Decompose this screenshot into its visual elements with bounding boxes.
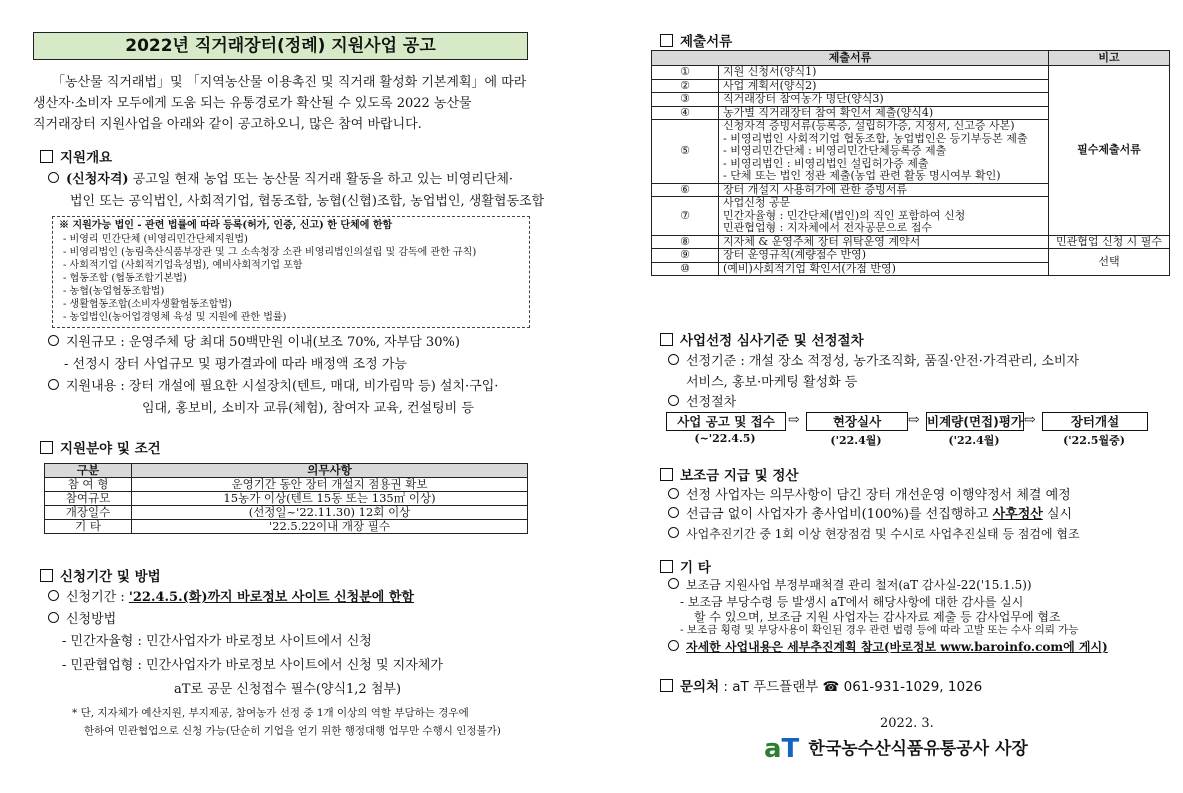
flow-arrow-icon: ⇨ <box>908 412 920 428</box>
note-item: - 생활협동조합(소비자생활협동조합법) <box>63 299 232 310</box>
settlement-emphasis: 사후정산 <box>992 507 1043 522</box>
section-selection-heading: 사업선정 심사기준 및 선정절차 <box>660 329 864 349</box>
bullet-circle-icon <box>668 507 679 518</box>
signature-block <box>764 734 1028 764</box>
doc-line: 민간자율형 : 민간단체(법인)의 직인 포함하여 신청 <box>723 208 966 222</box>
bullet-circle-icon <box>48 612 59 623</box>
bullet-circle-icon <box>668 527 679 538</box>
doc-line: - 단체 또는 법인 정관 제출(농업 관련 활동 명시여부 확인) <box>723 169 1001 182</box>
table-row <box>45 492 528 506</box>
table-row <box>45 520 528 534</box>
applicant-line-1: (신청자격) 공고일 현재 농업 또는 농산물 직거래 활동을 하고 있는 비영리단체· <box>48 170 513 190</box>
content-line-2: 임대, 홍보비, 소비자 교류(체험), 참여자 교육, 컨설팅비 등 <box>142 401 474 416</box>
flow-date-1: (~'22.4.5) <box>694 432 756 445</box>
checkbox-icon <box>40 569 53 582</box>
section-apply-heading: 신청기간 및 방법 <box>40 565 161 585</box>
table-cell: 기 타 <box>45 520 132 534</box>
table-cell: ⑩ <box>652 262 719 276</box>
eligible-corps-note-box <box>52 216 530 328</box>
flow-arrow-icon: ⇨ <box>788 412 800 428</box>
subsidy-line-3: 사업추진기간 중 1회 이상 현장점검 및 수시로 사업추진실태 등 점검에 협조 <box>668 525 1080 543</box>
table-header-cell: 비고 <box>1049 51 1170 66</box>
table-header-cell: 의무사항 <box>132 464 528 478</box>
table-cell <box>719 120 1049 184</box>
apply-footnote-2: 한하여 민관협업으로 신청 가능(단순히 기업을 얻기 위한 행정대행 업무만 수행시 인정불가) <box>84 725 501 737</box>
table-cell: 농가별 직거래장터 참여 확인서 제출(양식4) <box>719 106 1049 120</box>
note-item: - 협동조합 (협동조합기본법) <box>63 273 187 284</box>
apply-method-line: 신청방법 <box>48 610 116 630</box>
table-header-cell: 구분 <box>45 464 132 478</box>
checkbox-icon <box>660 333 673 346</box>
bullet-circle-icon <box>48 379 59 390</box>
section-conditions-heading: 지원분야 및 조건 <box>40 437 161 457</box>
table-cell: ⑨ <box>652 249 719 263</box>
section-subsidy-heading: 보조금 지급 및 정산 <box>660 464 798 484</box>
table-cell: ⑥ <box>652 183 719 197</box>
table-cell: ③ <box>652 93 719 107</box>
table-cell: 참 여 형 <box>45 478 132 492</box>
section-other-heading: 기 타 <box>660 556 711 576</box>
issue-date: 2022. 3. <box>880 716 934 731</box>
other-line-1: 보조금 지원사업 부정부패척결 관리 철저(aT 감사실-22('15.1.5)) <box>668 576 1032 594</box>
note-optional-cell: 선택 <box>1049 249 1170 276</box>
bullet-circle-icon <box>668 488 679 499</box>
table-cell: ① <box>652 66 719 80</box>
section-docs-heading: 제출서류 <box>660 30 732 50</box>
table-cell: ② <box>652 79 719 93</box>
page-title: 2022년 직거래장터(정례) 지원사업 공고 <box>33 32 528 60</box>
apply-gov-line-1: - 민관협업형 : 민간사업자가 바로정보 사이트에서 신청 및 지자체가 <box>62 658 443 673</box>
intro-line-1: 「농산물 직거래법」및 「지역농산물 이용촉진 및 직거래 활성화 기본계획」에 따라 <box>52 75 527 90</box>
flow-date-3: ('22.4월) <box>948 434 1000 447</box>
table-cell: 지원 신청서(양식1) <box>719 66 1049 80</box>
checkbox-icon <box>660 34 673 47</box>
doc-line: - 비영리법인 : 비영리법인 설립허가증 제출 <box>723 156 929 170</box>
table-row <box>652 249 1170 263</box>
apply-gov-line-2: aT로 공문 신청접수 필수(양식1,2 첨부) <box>174 682 402 697</box>
other-line-3: 할 수 있으며, 보조금 지원 사업자는 감사자료 제출 등 감사업무에 협조 <box>694 610 1061 624</box>
table-header-row <box>45 464 528 478</box>
detail-plan-link: 자세한 사업내용은 세부추진계획 참고(바로정보 www.baroinfo.com에 게시) <box>686 640 1108 654</box>
bullet-circle-icon <box>668 578 679 589</box>
other-line-4: - 보조금 횡령 및 부당사용이 확인된 경우 관련 법령 등에 따라 고발 또는 수사 의뢰 가능 <box>680 624 1079 636</box>
intro-line-3: 직거래장터 지원사업을 아래와 같이 공고하오니, 많은 참여 바랍니다. <box>33 117 422 132</box>
table-row <box>45 506 528 520</box>
bullet-circle-icon <box>668 640 679 651</box>
other-line-2: - 보조금 부당수령 등 발생시 aT에서 해당사항에 대한 감사를 실시 <box>680 595 1024 609</box>
procedure-line: 선정절차 <box>668 393 736 413</box>
bullet-circle-icon <box>668 354 679 365</box>
intro-line-2: 생산자·소비자 모두에게 도움 되는 유통경로가 확산될 수 있도록 2022 농산물 <box>33 96 472 111</box>
note-title: ※ 지원가능 법인 - 관련 법률에 따라 등록(허가, 인증, 신고) 한 단체에 한함 <box>59 220 393 231</box>
criteria-line-1: 선정기준 : 개설 장소 적정성, 농가조직화, 품질·안전·가격관리, 소비자 <box>668 352 1079 372</box>
table-row <box>45 478 528 492</box>
table-cell: 지자체 & 운영주체 장터 위탁운영 계약서 <box>719 235 1049 249</box>
scale-line: 지원규모 : 운영주체 당 최대 50백만원 이내(보조 70%, 자부담 30%) <box>48 333 460 353</box>
note-item: - 농업법인(농어업경영체 육성 및 지원에 관한 법률) <box>63 312 287 323</box>
table-header-cell: 제출서류 <box>652 51 1049 66</box>
applicant-line-2: 법인 또는 공익법인, 사회적기업, 협동조합, 농협(신협)조합, 농업법인, 생활협동조합 <box>70 194 545 209</box>
table-cell: ⑤ <box>652 120 719 184</box>
table-cell: (선정일~'22.11.30) 12회 이상 <box>132 506 528 520</box>
table-cell: ⑦ <box>652 197 719 236</box>
table-cell: ⑧ <box>652 235 719 249</box>
table-cell: 운영기간 동안 장터 개설지 점용권 확보 <box>132 478 528 492</box>
checkbox-icon <box>660 560 673 573</box>
flow-date-4: ('22.5월중) <box>1063 434 1125 447</box>
subsidy-line-1: 선정 사업자는 의무사항이 담긴 장터 개선운영 이행약정서 체결 예정 <box>668 486 1071 506</box>
other-line-5 <box>668 638 1108 656</box>
table-cell: 사업 계획서(양식2) <box>719 79 1049 93</box>
table-cell: ④ <box>652 106 719 120</box>
doc-line: 민관협업형 : 지자체에서 전자공문으로 접수 <box>723 221 932 234</box>
flow-step-3: 비계량(면접)평가 <box>927 414 1023 429</box>
flow-step-1: 사업 공고 및 접수 <box>666 412 786 431</box>
scale-sub-line: - 선정시 장터 사업규모 및 평가결과에 따라 배정액 조정 가능 <box>64 357 407 372</box>
table-cell: 개장일수 <box>45 506 132 520</box>
note-item: - 비영리법인 (농림축산식품부장관 및 그 소속청장 소관 비영리법인의설립 및 감독에 관한 규칙) <box>63 247 477 258</box>
at-logo: aT <box>764 734 800 764</box>
table-cell: 15농가 이상(텐트 15동 또는 135㎡ 이상) <box>132 492 528 506</box>
table-cell <box>719 197 1049 236</box>
table-row <box>652 66 1170 80</box>
table-cell: 직거래장터 참여농가 명단(양식3) <box>719 93 1049 107</box>
table-cell: 장터 운영규칙(계량점수 반영) <box>719 249 1049 263</box>
conditions-table <box>44 463 528 534</box>
doc-line: - 비영리민간단체 : 비영리민간단체등록증 제출 <box>723 144 947 157</box>
flow-step-2: 현장실사 <box>806 412 908 431</box>
checkbox-icon <box>40 150 53 163</box>
table-row <box>652 235 1170 249</box>
apply-footnote-1: * 단, 지자체가 예산지원, 부지제공, 참여농가 선정 중 1개 이상의 역할 부담하는 경우에 <box>72 707 469 719</box>
table-cell: 참여규모 <box>45 492 132 506</box>
criteria-line-2: 서비스, 홍보·마케팅 활성화 등 <box>686 375 858 390</box>
apply-period-value: '22.4.5.(화)까지 바로정보 사이트 신청분에 한함 <box>128 590 414 605</box>
table-cell: (예비)사회적기업 확인서(가점 반영) <box>719 262 1049 276</box>
note-8-cell: 민관협업 신청 시 필수 <box>1049 235 1170 249</box>
subsidy-line-2: 선급금 없이 사업자가 총사업비(100%)를 선집행하고 사후정산 실시 <box>668 505 1072 525</box>
bullet-circle-icon <box>48 172 59 183</box>
doc-line: - 비영리법인 사회적기업 협동조합, 농업법인은 등기부등본 제출 <box>723 131 1028 145</box>
apply-period-line: 신청기간 : '22.4.5.(화)까지 바로정보 사이트 신청분에 한함 <box>48 588 414 608</box>
apply-private-line: - 민간자율형 : 민간사업자가 바로정보 사이트에서 신청 <box>62 634 372 649</box>
bullet-circle-icon <box>48 335 59 346</box>
table-cell: 장터 개설지 사용허가에 관한 증빙서류 <box>719 183 1049 197</box>
note-item: - 농협(농업협동조합법) <box>63 286 165 297</box>
checkbox-icon <box>40 441 53 454</box>
doc-line: 신청자격 증빙서류(등록증, 설립허가증, 지정서, 신고증 사본) <box>723 119 1015 132</box>
checkbox-icon <box>660 679 673 692</box>
contact-line: 문의처 : aT 푸드플랜부 ☎ 061-931-1029, 1026 <box>660 675 982 695</box>
flow-date-2: ('22.4월) <box>830 434 882 447</box>
doc-line: 사업신청 공문 <box>723 196 791 209</box>
note-required-cell: 필수제출서류 <box>1049 66 1170 236</box>
bullet-circle-icon <box>48 590 59 601</box>
org-name: 한국농수산식품유통공사 사장 <box>808 739 1028 759</box>
flow-arrow-icon: ⇨ <box>1024 412 1036 428</box>
checkbox-icon <box>660 468 673 481</box>
bullet-circle-icon <box>668 395 679 406</box>
note-item: - 비영리 민간단체 (비영리민간단체지원법) <box>63 234 248 245</box>
content-line-1: 지원내용 : 장터 개설에 필요한 시설장치(텐트, 매대, 비가림막 등) 설치·구입· <box>48 377 498 397</box>
docs-table <box>651 50 1170 276</box>
flow-step-4: 장터개설 <box>1042 412 1148 431</box>
note-item: - 사회적기업 (사회적기업육성법), 예비사회적기업 포함 <box>63 260 303 271</box>
table-header-row <box>652 51 1170 66</box>
table-cell: '22.5.22이내 개장 필수 <box>132 520 528 534</box>
section-overview-heading: 지원개요 <box>40 146 112 166</box>
